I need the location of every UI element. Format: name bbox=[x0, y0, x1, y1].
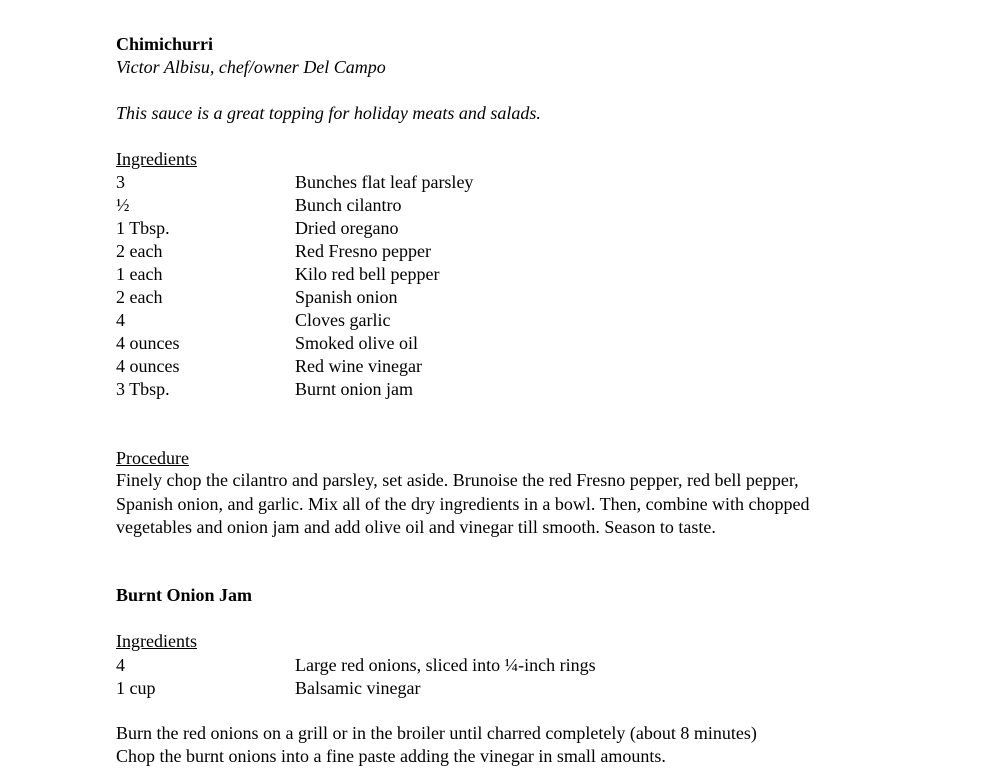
ingredient-quantity: 1 each bbox=[116, 264, 163, 284]
ingredient-quantity: 4 bbox=[116, 310, 125, 330]
procedure-line: Burn the red onions on a grill or in the broiler until charred completely (about 8 minutes) bbox=[116, 723, 757, 743]
ingredient-name: Bunches flat leaf parsley bbox=[295, 172, 474, 192]
ingredient-name: Red Fresno pepper bbox=[295, 241, 431, 261]
ingredient-name: Cloves garlic bbox=[295, 310, 391, 330]
procedure-line: Spanish onion, and garlic. Mix all of the dry ingredients in a bowl. Then, combine with chopped bbox=[116, 494, 810, 514]
procedure-heading: Procedure bbox=[116, 448, 189, 468]
procedure-line: Finely chop the cilantro and parsley, set aside. Brunoise the red Fresno pepper, red bell pepper, bbox=[116, 470, 799, 490]
ingredient-name: Dried oregano bbox=[295, 218, 399, 238]
ingredient-name: Burnt onion jam bbox=[295, 379, 413, 399]
ingredient-name: Red wine vinegar bbox=[295, 356, 422, 376]
recipe-title: Chimichurri bbox=[116, 34, 213, 54]
ingredient-name: Smoked olive oil bbox=[295, 333, 418, 353]
ingredient-quantity: 1 Tbsp. bbox=[116, 218, 170, 238]
recipe-intro: This sauce is a great topping for holiday meats and salads. bbox=[116, 103, 541, 123]
ingredient-quantity: 1 cup bbox=[116, 678, 156, 698]
ingredients-heading: Ingredients bbox=[116, 631, 197, 651]
procedure-line: vegetables and onion jam and add olive oil and vinegar till smooth. Season to taste. bbox=[116, 517, 716, 537]
ingredient-quantity: 3 Tbsp. bbox=[116, 379, 170, 399]
ingredient-quantity: 4 ounces bbox=[116, 356, 180, 376]
ingredient-name: Spanish onion bbox=[295, 287, 398, 307]
ingredient-name: Kilo red bell pepper bbox=[295, 264, 440, 284]
ingredients-heading: Ingredients bbox=[116, 149, 197, 169]
ingredient-quantity: 4 ounces bbox=[116, 333, 180, 353]
ingredient-name: Large red onions, sliced into ¼-inch rings bbox=[295, 655, 596, 675]
recipe-byline: Victor Albisu, chef/owner Del Campo bbox=[116, 57, 386, 77]
ingredient-quantity: 2 each bbox=[116, 287, 163, 307]
ingredient-name: Balsamic vinegar bbox=[295, 678, 421, 698]
ingredient-quantity: 3 bbox=[116, 172, 125, 192]
recipe-title: Burnt Onion Jam bbox=[116, 585, 253, 605]
ingredient-quantity: 2 each bbox=[116, 241, 163, 261]
ingredient-quantity: 4 bbox=[116, 655, 125, 675]
procedure-line: Chop the burnt onions into a fine paste adding the vinegar in small amounts. bbox=[116, 746, 666, 766]
ingredient-name: Bunch cilantro bbox=[295, 195, 402, 215]
ingredient-quantity: ½ bbox=[116, 195, 130, 215]
